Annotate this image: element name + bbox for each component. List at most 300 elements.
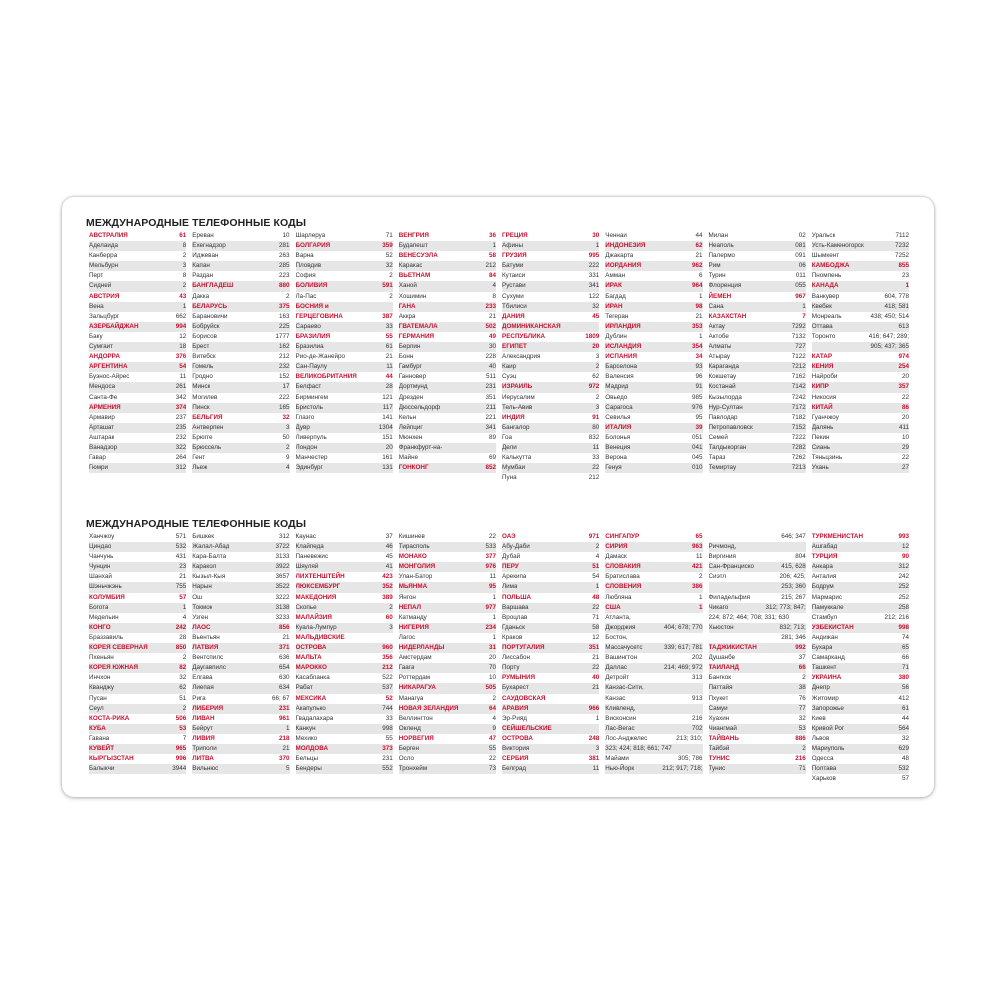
country-row xyxy=(502,593,599,603)
city-name: Брест xyxy=(192,343,210,351)
dial-code: 636 xyxy=(278,654,290,662)
dial-code: 356 xyxy=(382,654,393,662)
city-name: Дублин xyxy=(605,332,627,340)
country-row xyxy=(399,302,496,312)
city-name: Касабланка xyxy=(295,674,330,682)
city-row xyxy=(605,754,702,764)
dial-code: 32 xyxy=(592,302,600,310)
city-row xyxy=(399,694,496,704)
city-row xyxy=(296,362,393,372)
city-row xyxy=(605,734,702,744)
city-row xyxy=(605,312,702,322)
city-row xyxy=(502,433,599,443)
city-name: Тирасполь xyxy=(398,543,430,551)
dial-code: 73 xyxy=(488,765,496,773)
city-row xyxy=(709,704,806,714)
country-name: КОНГО xyxy=(89,623,111,631)
city-row xyxy=(89,372,186,382)
city-row xyxy=(605,633,702,643)
country-row xyxy=(502,322,599,332)
city-row xyxy=(89,603,186,613)
country-row xyxy=(605,281,702,291)
country-name: ГВАТЕМАЛА xyxy=(398,322,438,330)
dial-code: 855 xyxy=(898,262,909,270)
city-name: Флоренция xyxy=(708,282,742,290)
country-name: КАТАР xyxy=(811,353,833,361)
city-row xyxy=(502,633,599,643)
country-row xyxy=(399,231,496,241)
country-name: АВСТРАЛИЯ xyxy=(89,232,128,239)
dial-code: 1 xyxy=(182,603,187,611)
city-row xyxy=(89,332,186,342)
country-row xyxy=(89,231,186,241)
city-row xyxy=(89,704,186,714)
city-name: Пловдив xyxy=(295,262,322,270)
country-name: ТАИЛАНД xyxy=(708,664,740,672)
city-row xyxy=(812,231,909,241)
dial-code: 380 xyxy=(898,674,909,682)
city-row xyxy=(89,241,186,251)
city-name: Гент xyxy=(192,454,206,462)
country-row xyxy=(812,352,909,362)
country-name: РУМЫНИЯ xyxy=(502,674,536,682)
city-name: Льеж xyxy=(192,464,208,472)
dial-code: 62 xyxy=(695,242,703,250)
city-row xyxy=(89,443,186,453)
city-name: Абу-Даби xyxy=(502,543,530,551)
city-name: Манчестер xyxy=(295,454,328,462)
city-row xyxy=(296,292,393,302)
code-column xyxy=(86,231,189,483)
dial-code: 61 xyxy=(901,704,909,712)
dial-code: 856 xyxy=(278,623,290,631)
country-row xyxy=(812,281,909,291)
city-row xyxy=(89,653,186,663)
country-row xyxy=(502,342,599,352)
city-name: Чиангмай xyxy=(708,724,737,732)
code-column xyxy=(189,231,292,483)
city-row xyxy=(812,393,909,403)
dial-code: 22 xyxy=(488,533,496,540)
city-name: Будапешт xyxy=(398,242,428,250)
city-name: Улан-Батор xyxy=(398,573,433,581)
country-row xyxy=(89,754,186,764)
city-row xyxy=(709,744,806,754)
city-row xyxy=(89,734,186,744)
city-row xyxy=(399,403,496,413)
country-row xyxy=(605,542,702,552)
city-name: Бухара xyxy=(811,644,833,652)
dial-code: 312; 773; 847; xyxy=(765,603,806,611)
dial-code: 12 xyxy=(592,633,600,641)
dial-code: 212 xyxy=(588,474,600,482)
city-row xyxy=(192,423,289,433)
city-row xyxy=(399,362,496,372)
country-name: ПОЛЬША xyxy=(502,593,532,601)
dial-code: 1 xyxy=(802,302,806,310)
city-name: Ехегнадзор xyxy=(192,242,226,250)
city-row xyxy=(502,241,599,251)
dial-code: 351 xyxy=(485,393,496,401)
city-name: Гаага xyxy=(398,664,415,672)
dial-code: 4 xyxy=(492,714,496,722)
dial-code: 98 xyxy=(695,302,703,310)
country-name: БАНГЛАДЕШ xyxy=(192,282,234,290)
city-name: Ванадзор xyxy=(89,443,118,451)
city-row xyxy=(399,443,496,453)
dial-code: 218 xyxy=(278,734,290,742)
country-name: НИКАРАГУА xyxy=(398,684,436,692)
dial-code: 2 xyxy=(285,443,290,451)
dial-code: 2 xyxy=(389,272,393,280)
dial-code: 48 xyxy=(592,593,600,601)
dial-code: 32 xyxy=(282,413,290,421)
city-row xyxy=(192,663,289,673)
country-name: ПОРТУГАЛИЯ xyxy=(502,644,545,652)
city-row xyxy=(399,453,496,463)
dial-code: 11 xyxy=(592,443,600,451)
city-name: Паневежис xyxy=(295,553,329,561)
city-name: Ташкент xyxy=(811,664,837,672)
dial-code: 141 xyxy=(382,413,393,421)
codes-table-1 xyxy=(86,231,912,483)
city-name: Бристоль xyxy=(295,403,323,411)
country-name: МОНГОЛИЯ xyxy=(398,563,436,571)
dial-code: 248 xyxy=(588,734,600,742)
dial-code: 254 xyxy=(898,363,909,371)
city-name: Верона xyxy=(605,454,627,462)
city-name: Баку xyxy=(89,332,103,340)
city-row xyxy=(709,362,806,372)
city-name: Бразилиа xyxy=(295,343,324,351)
city-name: Циндао xyxy=(89,543,112,551)
dial-code: 431 xyxy=(175,553,187,561)
city-row xyxy=(709,261,806,271)
city-row xyxy=(89,423,186,433)
dial-code: 21 xyxy=(592,654,600,662)
country-name: АРАВИЯ xyxy=(502,704,529,712)
city-name: Елгава xyxy=(192,674,213,682)
dial-code: 3 xyxy=(595,353,600,361)
dial-code: 4 xyxy=(285,464,290,472)
city-name: Палермо xyxy=(708,252,736,260)
dial-code: 30 xyxy=(488,343,496,351)
dial-code: 081 xyxy=(795,242,806,250)
city-name: Милан xyxy=(708,232,728,239)
dial-code: 23 xyxy=(901,272,909,280)
city-name: Кызыл-Кыя xyxy=(192,573,226,581)
dial-code: 21 xyxy=(179,573,187,581)
dial-code: 7252 xyxy=(894,252,909,260)
city-name: Ченнаи xyxy=(605,232,627,239)
city-row xyxy=(812,613,909,623)
city-row xyxy=(89,281,186,291)
country-name: АРМЕНИЯ xyxy=(89,403,121,411)
country-name: УЗБЕКИСТАН xyxy=(811,623,854,631)
dial-code: 215; 267 xyxy=(781,593,806,601)
city-row xyxy=(812,663,909,673)
city-name: Краков xyxy=(502,633,523,641)
city-name: Борисов xyxy=(192,332,217,340)
city-name: Бишкек xyxy=(192,533,215,540)
city-row xyxy=(399,292,496,302)
city-name: Сухуми xyxy=(502,292,524,300)
city-name: Дакка xyxy=(192,292,210,300)
dial-code: 357 xyxy=(898,383,909,391)
city-row xyxy=(605,292,702,302)
dial-code: 511 xyxy=(485,373,496,381)
city-row xyxy=(605,593,702,603)
country-row xyxy=(605,423,702,433)
country-name: ВЬЕТНАМ xyxy=(398,272,431,280)
city-row xyxy=(89,261,186,271)
city-name: Вашингтон xyxy=(605,654,638,662)
dial-code: 34 xyxy=(695,353,703,361)
dial-code: 60 xyxy=(385,613,393,621)
city-row xyxy=(296,433,393,443)
dial-code: 532 xyxy=(175,543,187,551)
country-name: БРАЗИЛИЯ xyxy=(295,332,331,340)
city-name: Куала-Лумпур xyxy=(295,623,337,631)
country-row xyxy=(399,582,496,592)
city-row xyxy=(192,572,289,582)
dial-code: 341 xyxy=(485,423,496,431)
city-row xyxy=(812,463,909,473)
code-column xyxy=(396,231,499,483)
city-name: Бостон, xyxy=(605,633,628,641)
city-row xyxy=(812,603,909,613)
city-name: Шанхай xyxy=(89,573,112,581)
city-row xyxy=(709,423,806,433)
dial-code: 3 xyxy=(285,423,290,431)
dial-code: 17 xyxy=(282,383,290,391)
city-row xyxy=(399,372,496,382)
country-row xyxy=(399,251,496,261)
dial-code: 216 xyxy=(795,755,806,763)
dial-code: 131 xyxy=(382,464,393,472)
city-row xyxy=(605,694,702,704)
city-name: Дюссельдорф xyxy=(398,403,441,411)
city-name: Дели xyxy=(502,443,517,451)
dial-code: 376 xyxy=(175,353,187,361)
dial-code: 2 xyxy=(285,292,290,300)
dial-code: 66; 67 xyxy=(271,694,290,702)
city-row xyxy=(502,473,599,483)
dial-code: 216 xyxy=(691,714,703,722)
city-name: Каир xyxy=(502,363,517,371)
dial-code: 54 xyxy=(592,573,600,581)
city-name: Севилья xyxy=(605,413,631,421)
city-row xyxy=(399,382,496,392)
country-name: ГОНКОНГ xyxy=(398,464,429,472)
dial-code: 3922 xyxy=(275,563,290,571)
country-row xyxy=(502,724,599,734)
code-column xyxy=(293,532,396,784)
city-row xyxy=(192,382,289,392)
city-name: Гамбург xyxy=(398,363,422,371)
dial-code: 1809 xyxy=(585,332,600,340)
city-name: Гуанчжоу xyxy=(811,413,839,421)
city-row xyxy=(399,633,496,643)
dial-code: 84 xyxy=(488,272,496,280)
country-row xyxy=(296,593,393,603)
dial-code: 374 xyxy=(175,403,187,411)
city-name: Калькутта xyxy=(502,454,532,462)
dial-code: 58 xyxy=(592,623,600,631)
city-row xyxy=(812,562,909,572)
dial-code: 18 xyxy=(179,343,187,351)
dial-code: 370 xyxy=(278,755,290,763)
city-name: Рабат xyxy=(295,684,313,692)
dial-code: 151 xyxy=(382,433,393,441)
city-name: Гданьск xyxy=(502,623,525,631)
city-name: Брюссель xyxy=(192,443,222,451)
country-row xyxy=(399,643,496,653)
city-row xyxy=(812,443,909,453)
city-name: Эдинбург xyxy=(295,464,323,472)
city-row xyxy=(709,532,806,542)
city-row xyxy=(89,433,186,443)
city-name: Лас-Вегас xyxy=(605,724,635,732)
country-row xyxy=(399,562,496,572)
city-row xyxy=(192,542,289,552)
dial-code: 438; 450; 514 xyxy=(870,312,909,320)
city-name: Вильнюс xyxy=(192,765,219,773)
dial-code: 66 xyxy=(798,664,806,672)
dial-code: 258 xyxy=(898,603,909,611)
city-row xyxy=(812,593,909,603)
city-name: Тайбэй xyxy=(708,744,730,752)
city-name: Турин xyxy=(708,272,726,280)
city-row xyxy=(812,453,909,463)
dial-code: 55 xyxy=(385,734,393,742)
city-row xyxy=(605,463,702,473)
dial-code: 965 xyxy=(175,744,187,752)
country-name: КИПР xyxy=(811,383,829,391)
city-row xyxy=(709,281,806,291)
city-row xyxy=(192,582,289,592)
country-name: ГРЕЦИЯ xyxy=(502,232,528,239)
dial-code: 011 xyxy=(795,272,806,280)
dial-code: 353 xyxy=(691,322,703,330)
city-row xyxy=(709,582,806,592)
dial-code: 253; 360 xyxy=(781,583,806,591)
dial-code: 7162 xyxy=(791,373,806,381)
country-name: ИНДИЯ xyxy=(502,413,525,421)
dial-code: 423 xyxy=(382,573,393,581)
dial-code: 212 xyxy=(485,262,496,270)
city-row xyxy=(296,532,393,542)
dial-code: 44 xyxy=(385,373,393,381)
city-name: Душанбе xyxy=(708,654,736,662)
dial-code: 21 xyxy=(592,684,600,692)
city-name: Пхукет xyxy=(708,694,729,702)
dial-code: 45 xyxy=(385,553,393,561)
dial-code: 61 xyxy=(385,343,393,351)
city-name: Буэнос-Айрес xyxy=(89,373,130,381)
city-row xyxy=(502,453,599,463)
city-name: Янгон xyxy=(398,593,416,601)
country-name: КУБА xyxy=(89,724,106,732)
dial-code: 21 xyxy=(282,633,290,641)
dial-code: 29 xyxy=(901,443,909,451)
country-name: МАЛАЙЗИЯ xyxy=(295,613,332,621)
country-row xyxy=(399,683,496,693)
city-row xyxy=(89,582,186,592)
city-name: Амман xyxy=(605,272,626,280)
dial-code: 11 xyxy=(386,363,393,371)
city-name: Брюгге xyxy=(192,433,213,441)
city-row xyxy=(296,562,393,572)
country-name: ИСПАНИЯ xyxy=(605,353,637,361)
country-row xyxy=(502,332,599,342)
dial-code: 32 xyxy=(179,674,187,682)
city-row xyxy=(399,613,496,623)
dial-code: 1777 xyxy=(275,332,290,340)
country-row xyxy=(709,734,806,744)
dial-code: 22 xyxy=(592,664,600,672)
city-name: Хуахин xyxy=(708,714,730,722)
dial-code: 51 xyxy=(179,694,187,702)
city-name: Богота xyxy=(89,603,109,611)
dial-code: 57 xyxy=(179,593,187,601)
country-row xyxy=(605,603,702,613)
dial-code: 7292 xyxy=(791,322,806,330)
city-name: Багдад xyxy=(605,292,626,300)
city-row xyxy=(89,463,186,473)
city-name: Пуна xyxy=(502,474,517,482)
city-name: Сан-Франциско xyxy=(708,563,755,571)
dial-code: 231 xyxy=(382,755,393,763)
city-name: Алматы xyxy=(708,343,732,351)
dial-code: 27 xyxy=(901,464,909,472)
country-row xyxy=(192,281,289,291)
country-name: СЛОВЕНИЯ xyxy=(605,583,642,591)
dial-code: 7282 xyxy=(791,443,806,451)
country-row xyxy=(605,562,702,572)
dial-code: 051 xyxy=(691,433,703,441)
dial-code: 20 xyxy=(901,373,909,381)
dial-code: 2 xyxy=(182,282,187,290)
dial-code: 6 xyxy=(698,272,703,280)
country-name: ЕГИПЕТ xyxy=(502,343,527,351)
dial-code: 212; 216 xyxy=(884,613,909,621)
city-row xyxy=(605,613,702,623)
country-name: ТУРЦИЯ xyxy=(811,553,838,561)
dial-code: 66 xyxy=(901,654,909,662)
dial-code: 905; 437; 365 xyxy=(870,343,909,351)
dial-code: 261 xyxy=(175,383,187,391)
dial-code: 387 xyxy=(382,312,393,320)
country-name: УКРАИНА xyxy=(811,674,842,682)
city-name: Каунас xyxy=(295,533,316,540)
city-name: Дувр xyxy=(295,423,310,431)
city-row xyxy=(89,633,186,643)
country-row xyxy=(296,694,393,704)
city-row xyxy=(605,453,702,463)
city-row xyxy=(192,613,289,623)
dial-code: 37 xyxy=(798,654,806,662)
city-row xyxy=(709,623,806,633)
city-name: Усть-Каменогорск xyxy=(811,242,864,250)
city-row xyxy=(502,271,599,281)
city-name: Аккра xyxy=(398,312,416,320)
city-name: Иджеван xyxy=(192,252,219,260)
dial-code: 976 xyxy=(485,563,496,571)
city-name: 224; 872; 464; 708; 331; 630 xyxy=(708,613,790,621)
country-row xyxy=(812,673,909,683)
dial-code: 505 xyxy=(485,684,496,692)
